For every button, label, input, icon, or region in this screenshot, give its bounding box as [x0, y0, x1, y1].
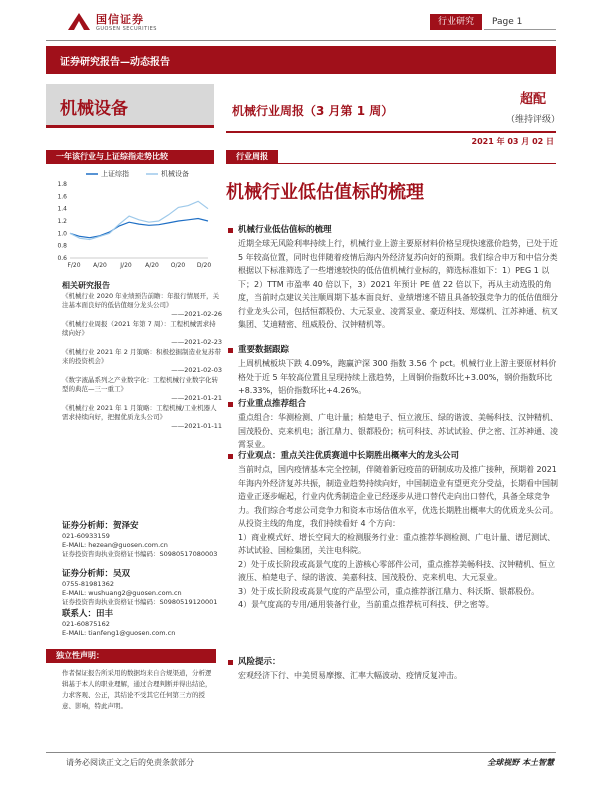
rating-sub: （维持评级） — [506, 115, 561, 125]
trend-chart — [46, 166, 214, 274]
x-tick-label: A/20 — [145, 262, 159, 269]
related-text: 《机械行业 2021 年 2 月策略：积极挖掘制造业复苏带来的投资机会》 — [62, 348, 221, 365]
view-point: 1）商业模式好、增长空间大的检测服务行业：重点推荐华测检测、广电计量、谱尼测试、苏试试验、国检集团，关注电科院。 — [238, 532, 556, 555]
analyst-cert: 证券投资咨询执业资格证书编码：S0980517080003 — [62, 550, 218, 558]
header-divider — [46, 40, 556, 41]
legend-label: 上证综指 — [101, 170, 129, 178]
section-heading: 行业重点推荐组合 — [226, 398, 558, 411]
section-label: 行业周报 — [226, 150, 278, 164]
series-line — [70, 219, 208, 238]
report-type-text: 证券研究报告—动态报告 — [60, 57, 170, 68]
section-heading: 重要数据跟踪 — [226, 344, 558, 357]
page-number: Page 1 — [484, 14, 556, 30]
section-body: 近期全球无风险利率持续上行，机械行业上游主要原材料价格呈现快速涨价趋势，已处于近 5 年较高位置，同时也伴随着疫情后海内外经济复苏向好的预期。我们综合申万和中信分类根据以下标准筛选了一些增速较快的低估值机械行业标的，筛选标准如下：1）PEG 1 以下；2）TTM 市盈率 40 倍以下，3）2021 年预计 PE 值 22 倍以下，再从主动选股的角度，当前时点建议关注顺周期下基本面良好、业绩增速不错且具备较强竞争力的低估值细分行业龙头公司，包括恒都股份、大元泵业、凌霄泵业、豪迈科技、郑煤机、江苏神通、杭叉集团、艾迪精密、纽威股份、汉钟精机等。 — [238, 239, 558, 329]
y-tick-label: 1.8 — [57, 181, 67, 188]
sector-name: 机械设备 — [60, 99, 128, 119]
analyst-name: 证券分析师：贺泽安 — [62, 521, 139, 531]
report-title: 机械行业周报（3 月第 1 周） — [232, 104, 394, 118]
section-body: 当前时点，国内疫情基本完全控制，伴随着新冠疫苗的研制成功及推广接种，预期着 2021 年海内外经济复苏共振，制造业趋势持续向好，中国制造业有望更充分受益，长期看中国制造业正逐步崛起，行业内优秀制造企业已经逐步从进口替代走向出口替代，具备全球竞争力。我们综合考虑公司竞争力和资本市场估值水平，优选长期胜出概率大的优质龙头公司。从投资主线的角度，我们持续看好 4 个方向： — [238, 465, 558, 528]
x-tick-label: J/20 — [120, 262, 132, 269]
related-item[interactable] — [62, 376, 222, 403]
footer-slogan: 全球视野 本土智慧 — [487, 758, 554, 767]
related-list — [62, 292, 222, 432]
logo-mark-icon — [66, 10, 92, 34]
related-date: ——2021-01-21 — [171, 394, 222, 402]
y-tick-label: 0.6 — [57, 255, 67, 262]
logo-text-cn: 国信证券 — [96, 13, 144, 26]
analyst-email[interactable]: E-MAIL: wushuang2@guosen.com.cn — [62, 589, 182, 597]
section-body: 重点组合：华测检测、广电计量；柏楚电子、恒立液压、绿的谐波、美畅科技、汉钟精机、国茂股份、克来机电；浙江鼎力、银都股份；杭可科技、苏试试验、伊之密、江苏神通、凌霄泵业。 — [238, 413, 558, 449]
analyst-block — [62, 608, 222, 638]
section-rule — [226, 163, 556, 164]
legend-label: 机械设备 — [161, 170, 189, 178]
disclaimer-title: 独立性声明： — [46, 649, 216, 663]
related-date: ——2021-02-26 — [171, 310, 222, 318]
chart-title: 一年该行业与上证综指走势比较 — [46, 150, 214, 164]
analyst-phone: 021-60875162 — [62, 620, 110, 628]
x-tick-label: D/20 — [196, 262, 212, 269]
analyst-block — [62, 520, 222, 559]
related-text: 《机械行业 2020 年业绩预告前瞻：年报行情展开，关注基本面良好的低估值细分龙头公司》 — [62, 292, 220, 309]
section-heading: 风险提示： — [226, 656, 558, 669]
view-point: 4）景气度高的专用/通用装备行业，当前重点推荐杭可科技、伊之密等。 — [238, 600, 494, 609]
y-tick-label: 0.8 — [57, 242, 67, 250]
x-tick-label: F/20 — [67, 262, 81, 269]
section-body: 上周机械板块下跌 4.09%，跑赢沪深 300 指数 3.56 个 pct。机械行业上游主要原材料价格处于近 5 年较高位置且呈现持续上涨趋势，上周铜价指数环比+3.00%，钢价指数环比+8.33%，铝价指数环比+4.26%。 — [238, 359, 557, 395]
related-date: ——2021-02-03 — [171, 366, 222, 374]
analyst-phone: 0755-81981362 — [62, 580, 114, 588]
y-tick-label: 1.0 — [57, 230, 67, 238]
x-tick-label: A/20 — [93, 262, 107, 269]
related-item[interactable] — [62, 320, 222, 347]
rating: 超配 — [520, 92, 547, 107]
section-view — [226, 450, 558, 612]
analyst-phone: 021-60933159 — [62, 532, 110, 540]
analyst-cert: 证券投资咨询执业资格证书编码：S0980519120001 — [62, 598, 218, 606]
related-text: 《数字液晶系列之产业数字化：工程机械行业数字化转型的典范—三一重工》 — [62, 376, 218, 393]
view-point: 3）处于成长阶段或高景气度的产品型公司，重点推荐浙江鼎力、科沃斯、银都股份。 — [238, 586, 540, 596]
section-risk — [226, 656, 558, 683]
header-tag: 行业研究 — [430, 14, 482, 30]
related-title: 相关研究报告 — [62, 281, 110, 290]
related-item[interactable] — [62, 348, 222, 375]
analyst-name: 证券分析师：吴双 — [62, 569, 131, 579]
analyst-block — [62, 568, 222, 607]
related-text: 《机械行业周报（2021 年第 7 周）：工程机械需求持续向好》 — [62, 320, 216, 337]
report-date: 2021 年 03 月 02 日 — [471, 137, 554, 146]
related-date: ——2021-02-23 — [171, 338, 222, 346]
logo-text-en: GUOSEN SECURITIES — [96, 26, 157, 32]
y-tick-label: 1.6 — [57, 193, 67, 201]
analyst-email[interactable]: E-MAIL: tianfeng1@guosen.com.cn — [62, 629, 176, 637]
section-data — [226, 344, 558, 398]
title-rule — [226, 131, 556, 133]
y-tick-label: 1.4 — [57, 205, 67, 213]
x-tick-label: O/20 — [170, 262, 186, 269]
analyst-name: 联系人：田丰 — [62, 609, 114, 619]
section-heading: 机械行业低估值标的梳理 — [226, 224, 558, 237]
y-tick-label: 1.2 — [57, 218, 67, 225]
main-title: 机械行业低估值标的梳理 — [226, 182, 424, 203]
footer-disclaimer-note: 请务必阅读正文之后的免责条款部分 — [66, 758, 194, 767]
section-lowval — [226, 224, 558, 332]
disclaimer-text: 作者保证报告所采用的数据均来自合规渠道，分析逻辑基于本人的职业理解，通过合理判断并得出结论，力求客观、公正，其结论不受其它任何第三方的授意、影响，特此声明。 — [62, 669, 212, 710]
related-item[interactable] — [62, 292, 222, 319]
brand-logo — [66, 8, 162, 36]
related-date: ——2021-01-11 — [171, 422, 222, 430]
section-heading: 行业观点：重点关注优质赛道中长期胜出概率大的龙头公司 — [226, 450, 558, 463]
analyst-email[interactable]: E-MAIL: hezean@guosen.com.cn — [62, 541, 168, 549]
view-point: 2）处于成长阶段或高景气度的上游核心零部件公司，重点推荐美畅科技、汉钟精机、恒立液压、柏楚电子、绿的谐波、美嘉科技、国茂股份、克来机电、大元泵业。 — [238, 559, 556, 582]
related-item[interactable] — [62, 404, 222, 431]
section-body: 宏观经济下行、中美贸易摩擦、汇率大幅波动、疫情反复冲击。 — [238, 671, 462, 680]
section-portfolio — [226, 398, 558, 452]
related-text: 《机械行业 2021 年 1 月策略：工程机械/工业机器人需求持续向好，把握优质龙头公司》 — [62, 404, 217, 421]
footer-divider — [46, 752, 556, 753]
